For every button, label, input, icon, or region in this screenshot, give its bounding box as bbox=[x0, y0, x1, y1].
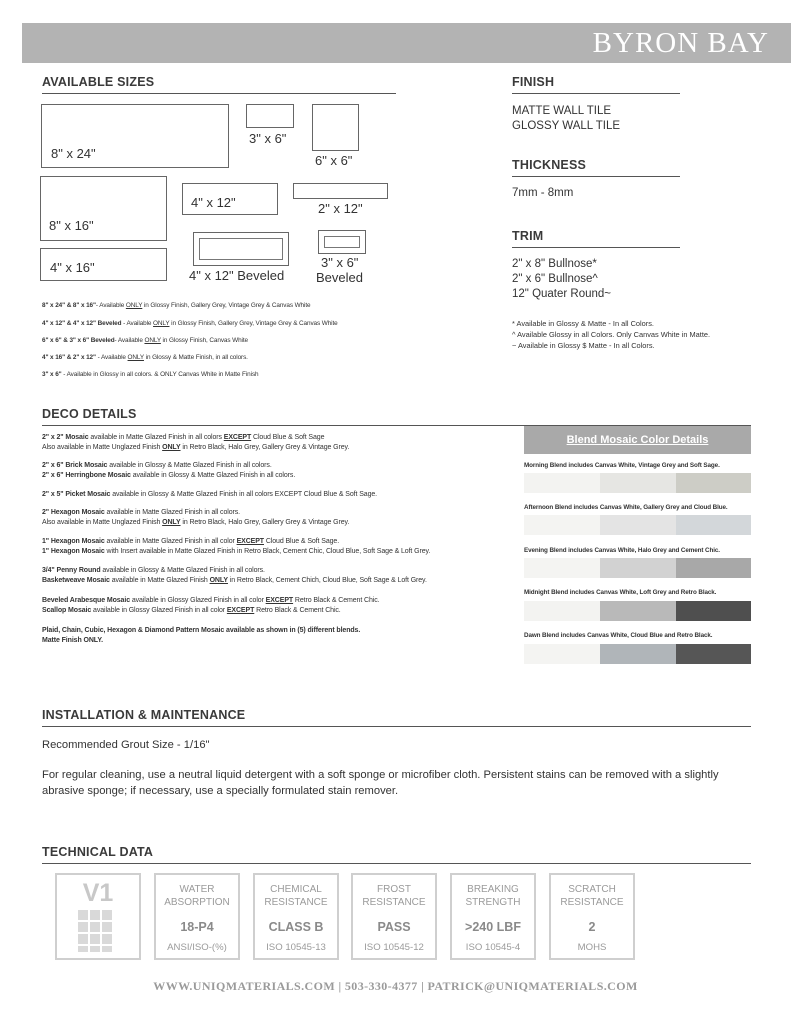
tile-3x6-beveled bbox=[318, 230, 366, 254]
deco-heading: DECO DETAILS bbox=[42, 407, 137, 421]
tile-3x6-beveled-label-2: Beveled bbox=[316, 270, 363, 285]
tile-3x6-beveled-label: 3" x 6" bbox=[321, 255, 359, 270]
bevel-inner-edge bbox=[199, 238, 283, 260]
swatch bbox=[524, 644, 600, 664]
finish-line: MATTE WALL TILE bbox=[512, 105, 612, 117]
tile-8x16-label: 8" x 16" bbox=[49, 218, 94, 233]
v1-rating: V1 bbox=[82, 879, 114, 907]
swatch bbox=[600, 601, 676, 621]
deco-line: Also available in Matte Unglazed Finish ONLY in Retro Black, Halo Grey, Gallery Grey & Vintage Grey. bbox=[42, 444, 350, 451]
cleaning-instructions: For regular cleaning, use a neutral liquid detergent with a soft sponge or microfiber cloth. Persistent stains can be removed with a slightly abrasive sponge; if necessary, use a specially formulated stain remover. bbox=[42, 769, 719, 797]
size-note: 6" x 6" & 3" x 6" Beveled- Available ONLY in Glossy Finish, Canvas White bbox=[42, 337, 248, 344]
trim-note: ^ Available Glossy in all Colors. Only Canvas White in Matte. bbox=[512, 330, 711, 339]
tile-8x24-label: 8" x 24" bbox=[51, 146, 96, 161]
swatch bbox=[600, 558, 676, 578]
blend-details-header: Blend Mosaic Color Details bbox=[524, 426, 751, 454]
deco-line: 1" Hexagon Mosaic available in Matte Glazed Finish in all color EXCEPT Cloud Blue & Soft Sage. bbox=[42, 538, 340, 545]
install-heading: INSTALLATION & MAINTENANCE bbox=[42, 708, 246, 722]
deco-line: 2" Hexagon Mosaic available in Matte Glazed Finish in all colors. bbox=[42, 509, 240, 516]
tile-6x6-label: 6" x 6" bbox=[315, 153, 353, 168]
trim-line: 12" Quater Round~ bbox=[512, 288, 612, 300]
page-title: BYRON BAY bbox=[592, 27, 769, 59]
tile-grid-icon bbox=[78, 910, 118, 955]
swatch bbox=[600, 473, 676, 493]
thickness-value: 7mm - 8mm bbox=[512, 187, 574, 199]
v1-rating-box bbox=[55, 873, 141, 960]
finish-heading: FINISH bbox=[512, 75, 555, 89]
tile-3x6 bbox=[246, 104, 294, 128]
swatch bbox=[676, 473, 751, 493]
trim-note: * Available in Glossy & Matte - In all Colors. bbox=[512, 319, 654, 328]
swatch bbox=[600, 515, 676, 535]
blend-label: Midnight Blend includes Canvas White, Loft Grey and Retro Black. bbox=[524, 589, 717, 596]
tile-4x12-beveled-label: 4" x 12" Beveled bbox=[189, 268, 285, 283]
trim-heading: TRIM bbox=[512, 229, 544, 243]
tech-heading: TECHNICAL DATA bbox=[42, 845, 154, 859]
deco-line: Scallop Mosaic available in Glossy Glazed Finish in all color EXCEPT Retro Black & Cement Chic. bbox=[42, 607, 341, 614]
swatch bbox=[676, 644, 751, 664]
tech-frost-resistance: FROST RESISTANCE PASS ISO 10545-12 bbox=[351, 873, 437, 960]
tech-water-absorption: WATER ABSORPTION 18-P4 ANSI/ISO-(%) bbox=[154, 873, 240, 960]
deco-line: 1" Hexagon Mosaic with Insert available in Matte Glazed Finish in Retro Black, Cement Chic, Cloud Blue, Soft Sage & Loft Grey. bbox=[42, 548, 431, 555]
size-note: 4" x 16" & 2" x 12" - Available ONLY in Glossy & Matte Finish, in all colors. bbox=[42, 354, 248, 361]
finish-rule bbox=[512, 93, 680, 94]
deco-line: Basketweave Mosaic available in Matte Glazed Finish ONLY in Retro Black, Cement Chich, Cloud Blue, Soft Sage & Loft Grey. bbox=[42, 577, 427, 584]
grout-size: Recommended Grout Size - 1/16" bbox=[42, 739, 210, 751]
tile-4x12-beveled bbox=[193, 232, 289, 266]
install-rule bbox=[42, 726, 751, 727]
swatch bbox=[524, 473, 600, 493]
blend-label: Evening Blend includes Canvas White, Halo Grey and Cement Chic. bbox=[524, 547, 720, 554]
blend-label: Dawn Blend includes Canvas White, Cloud Blue and Retro Black. bbox=[524, 632, 713, 639]
tile-2x12 bbox=[293, 183, 388, 199]
size-note: 3" x 6" - Available in Glossy in all colors. & ONLY Canvas White in Matte Finish bbox=[42, 371, 259, 378]
blend-label: Afternoon Blend includes Canvas White, Gallery Grey and Cloud Blue. bbox=[524, 504, 728, 511]
header-banner bbox=[22, 23, 791, 63]
swatch bbox=[676, 515, 751, 535]
tech-scratch-resistance: SCRATCH RESISTANCE 2 MOHS bbox=[549, 873, 635, 960]
swatch bbox=[676, 601, 751, 621]
deco-line: Plaid, Chain, Cubic, Hexagon & Diamond Pattern Mosaic available as shown in (5) different blends. bbox=[42, 627, 361, 634]
swatch bbox=[524, 515, 600, 535]
blend-label: Morning Blend includes Canvas White, Vintage Grey and Soft Sage. bbox=[524, 462, 720, 469]
swatch bbox=[600, 644, 676, 664]
trim-note: ~ Available in Glossy $ Matte - In all Colors. bbox=[512, 341, 655, 350]
footer-contact: WWW.UNIQMATERIALS.COM | 503-330-4377 | PATRICK@UNIQMATERIALS.COM bbox=[153, 979, 638, 993]
tech-chemical-resistance: CHEMICAL RESISTANCE CLASS B ISO 10545-13 bbox=[253, 873, 339, 960]
swatch bbox=[524, 601, 600, 621]
tile-4x12-label: 4" x 12" bbox=[191, 195, 236, 210]
finish-line: GLOSSY WALL TILE bbox=[512, 120, 621, 132]
thickness-rule bbox=[512, 176, 680, 177]
deco-line: 2" x 5" Picket Mosaic available in Glossy & Matte Glazed Finish in all colors EXCEPT Cloud Blue & Soft Sage. bbox=[42, 491, 377, 498]
deco-line: Matte Finish ONLY. bbox=[42, 637, 103, 644]
trim-line: 2" x 6" Bullnose^ bbox=[512, 273, 598, 285]
deco-line: 2" x 6" Brick Mosaic available in Glossy & Matte Glazed Finish in all colors. bbox=[42, 462, 272, 469]
bevel-inner-edge bbox=[324, 236, 360, 248]
deco-line: Also available in Matte Unglazed Finish ONLY in Retro Black, Halo Grey, Gallery Grey & Vintage Grey. bbox=[42, 519, 350, 526]
tech-rule bbox=[42, 863, 751, 864]
swatch bbox=[524, 558, 600, 578]
available-sizes-rule bbox=[42, 93, 396, 94]
thickness-heading: THICKNESS bbox=[512, 158, 587, 172]
deco-line: 2" x 6" Herringbone Mosaic available in Glossy & Matte Glazed Finish in all colors. bbox=[42, 472, 296, 479]
trim-line: 2" x 8" Bullnose* bbox=[512, 258, 597, 270]
size-note: 8" x 24" & 8" x 16"- Available ONLY in Glossy Finish, Gallery Grey, Vintage Grey & Canvas White bbox=[42, 302, 311, 309]
size-note: 4" x 12" & 4" x 12" Beveled - Available ONLY in Glossy Finish, Gallery Grey, Vintage Grey & Canvas White bbox=[42, 320, 338, 327]
trim-rule bbox=[512, 247, 680, 248]
tile-2x12-label: 2" x 12" bbox=[318, 201, 363, 216]
deco-line: 3/4" Penny Round available in Glossy & Matte Glazed Finish in all colors. bbox=[42, 567, 265, 574]
tile-4x16-label: 4" x 16" bbox=[50, 260, 95, 275]
deco-line: Beveled Arabesque Mosaic available in Glossy Glazed Finish in all color EXCEPT Retro Black & Cement Chic. bbox=[42, 597, 380, 604]
swatch bbox=[676, 558, 751, 578]
available-sizes-heading: AVAILABLE SIZES bbox=[42, 75, 155, 89]
tile-6x6 bbox=[312, 104, 359, 151]
tech-breaking-strength: BREAKING STRENGTH >240 LBF ISO 10545-4 bbox=[450, 873, 536, 960]
tile-3x6-label: 3" x 6" bbox=[249, 131, 287, 146]
deco-line: 2" x 2" Mosaic available in Matte Glazed Finish in all colors EXCEPT Cloud Blue & Soft Sage bbox=[42, 434, 325, 441]
